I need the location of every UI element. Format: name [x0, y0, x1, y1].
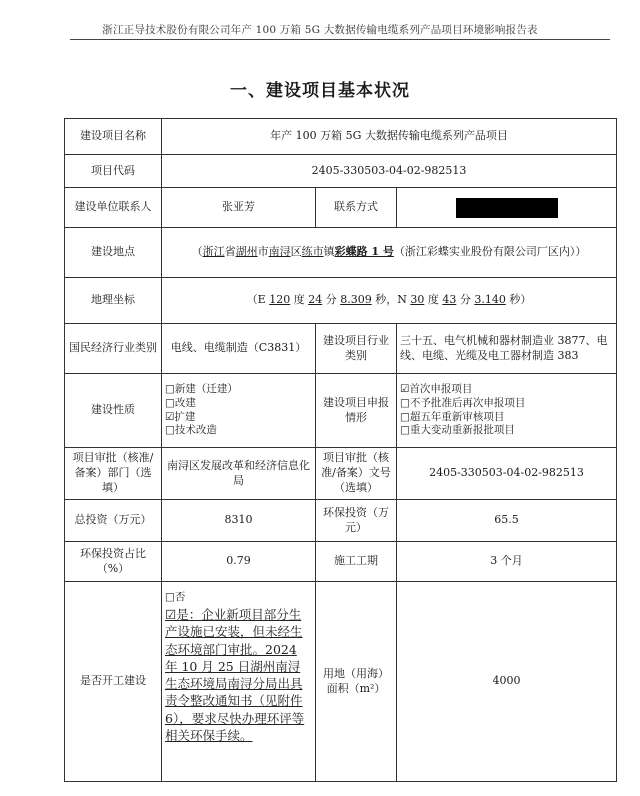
label-nature: 建设性质 — [65, 374, 162, 448]
row-industry — [65, 324, 617, 374]
row-nature — [65, 374, 617, 448]
row-project-code — [65, 155, 617, 188]
nature-options — [162, 374, 316, 448]
nature-opt-rebuild: □改建 — [165, 396, 196, 409]
loc-road: 彩蝶路 1 号 — [334, 245, 394, 259]
loc-t3: 区 — [290, 245, 302, 259]
coord-deg: 度 — [290, 293, 309, 307]
started-opt-no: □否 — [165, 591, 186, 603]
started-yes-text: 企业新项目部分生产设施已安装，但未经生态环境部门审批。2024 年 10 月 25 日湖州南浔生态环境局南浔分局出具责令整改通知书（见附件 6），要求尽快办理环评等相关环保手续。 — [165, 607, 305, 743]
loc-close: ） — [575, 245, 587, 259]
label-land-area: 用地（用海）面积（m²） — [316, 582, 397, 782]
label-env-investment: 环保投资（万元） — [316, 500, 397, 542]
loc-town: 练市 — [301, 245, 324, 259]
loc-district: 南浔 — [268, 245, 291, 259]
value-project-code: 2405-330503-04-02-982513 — [162, 155, 617, 188]
value-location — [162, 228, 617, 278]
value-coords — [162, 278, 617, 324]
value-ratio: 0.79 — [162, 542, 316, 582]
row-started — [65, 582, 617, 782]
loc-open: （ — [191, 245, 203, 259]
label-project-code: 项目代码 — [65, 155, 162, 188]
row-investment — [65, 500, 617, 542]
value-industry: 电线、电缆制造（C3831） — [162, 324, 316, 374]
row-coords — [65, 278, 617, 324]
loc-province: 浙江 — [202, 245, 225, 259]
label-unit-contact: 建设单位联系人 — [65, 188, 162, 228]
coord-suffix: 秒） — [505, 293, 532, 307]
row-unit-contact — [65, 188, 617, 228]
value-approval-dept: 南浔区发展改革和经济信息化局 — [162, 448, 316, 500]
label-approval-no: 项目审批（核准/备案）文号（选填） — [316, 448, 397, 500]
label-approval-dept: 项目审批（核准/备案）部门（选填） — [65, 448, 162, 500]
label-started: 是否开工建设 — [65, 582, 162, 782]
label-ratio: 环保投资占比（%） — [65, 542, 162, 582]
label-industry2: 建设项目行业类别 — [316, 324, 397, 374]
value-industry2: 三十五、电气机械和器材制造业 3877、电线、电缆、光缆及电工器材制造 383 — [397, 324, 617, 374]
value-env-investment: 65.5 — [397, 500, 617, 542]
nature-opt-new: □新建（迁建） — [165, 383, 238, 396]
label-period: 施工工期 — [316, 542, 397, 582]
loc-t2: 市 — [257, 245, 269, 259]
loc-city: 湖州 — [235, 245, 258, 259]
label-declare: 建设项目申报情形 — [316, 374, 397, 448]
label-contact-method: 联系方式 — [316, 188, 397, 228]
loc-note: （浙江彩蝶实业股份有限公司厂区内） — [393, 245, 576, 259]
page-header: 浙江正导技术股份有限公司年产 100 万箱 5G 大数据传输电缆系列产品项目环境影响报告表 — [102, 24, 538, 36]
value-period: 3 个月 — [397, 542, 617, 582]
loc-t4: 镇 — [323, 245, 335, 259]
started-options — [162, 582, 316, 782]
redaction-block — [456, 198, 558, 218]
header-rule — [70, 39, 610, 40]
label-project-name: 建设项目名称 — [65, 119, 162, 155]
label-industry: 国民经济行业类别 — [65, 324, 162, 374]
row-approval — [65, 448, 617, 500]
label-location: 建设地点 — [65, 228, 162, 278]
started-opt-yes — [165, 606, 312, 744]
section-title: 一、建设项目基本状况 — [230, 81, 410, 101]
coord-n-deg: 30 — [410, 293, 425, 307]
nature-opt-expand: ☑扩建 — [165, 410, 196, 423]
declare-opt-five: □超五年重新审核项目 — [400, 410, 505, 423]
project-info-table — [64, 118, 617, 782]
declare-opt-change: □重大变动重新报批项目 — [400, 424, 515, 437]
coord-deg2: 度 — [424, 293, 443, 307]
label-coords: 地理坐标 — [65, 278, 162, 324]
loc-t1: 省 — [224, 245, 236, 259]
row-project-name — [65, 119, 617, 155]
coord-min: 分 — [322, 293, 341, 307]
row-location — [65, 228, 617, 278]
value-project-name: 年产 100 万箱 5G 大数据传输电缆系列产品项目 — [162, 119, 617, 155]
value-contact-redacted — [397, 188, 617, 228]
coord-prefix: （E — [246, 293, 270, 307]
row-ratio — [65, 542, 617, 582]
value-land-area: 4000 — [397, 582, 617, 782]
value-approval-no: 2405-330503-04-02-982513 — [397, 448, 617, 500]
coord-n-sec: 3.140 — [474, 293, 506, 307]
coord-n-min: 43 — [442, 293, 457, 307]
declare-opt-first: ☑首次申报项目 — [400, 383, 473, 396]
coord-e-min: 24 — [308, 293, 323, 307]
coord-e-deg: 120 — [269, 293, 291, 307]
coord-sec-n: 秒，N — [371, 293, 411, 307]
coord-min2: 分 — [456, 293, 475, 307]
declare-options — [397, 374, 617, 448]
value-investment: 8310 — [162, 500, 316, 542]
label-investment: 总投资（万元） — [65, 500, 162, 542]
started-yes-prefix: ☑是： — [165, 607, 202, 623]
nature-opt-tech: □技术改造 — [165, 424, 217, 437]
coord-e-sec: 8.309 — [340, 293, 372, 307]
declare-opt-again: □不予批准后再次申报项目 — [400, 396, 526, 409]
value-contact-person: 张亚芳 — [162, 188, 316, 228]
